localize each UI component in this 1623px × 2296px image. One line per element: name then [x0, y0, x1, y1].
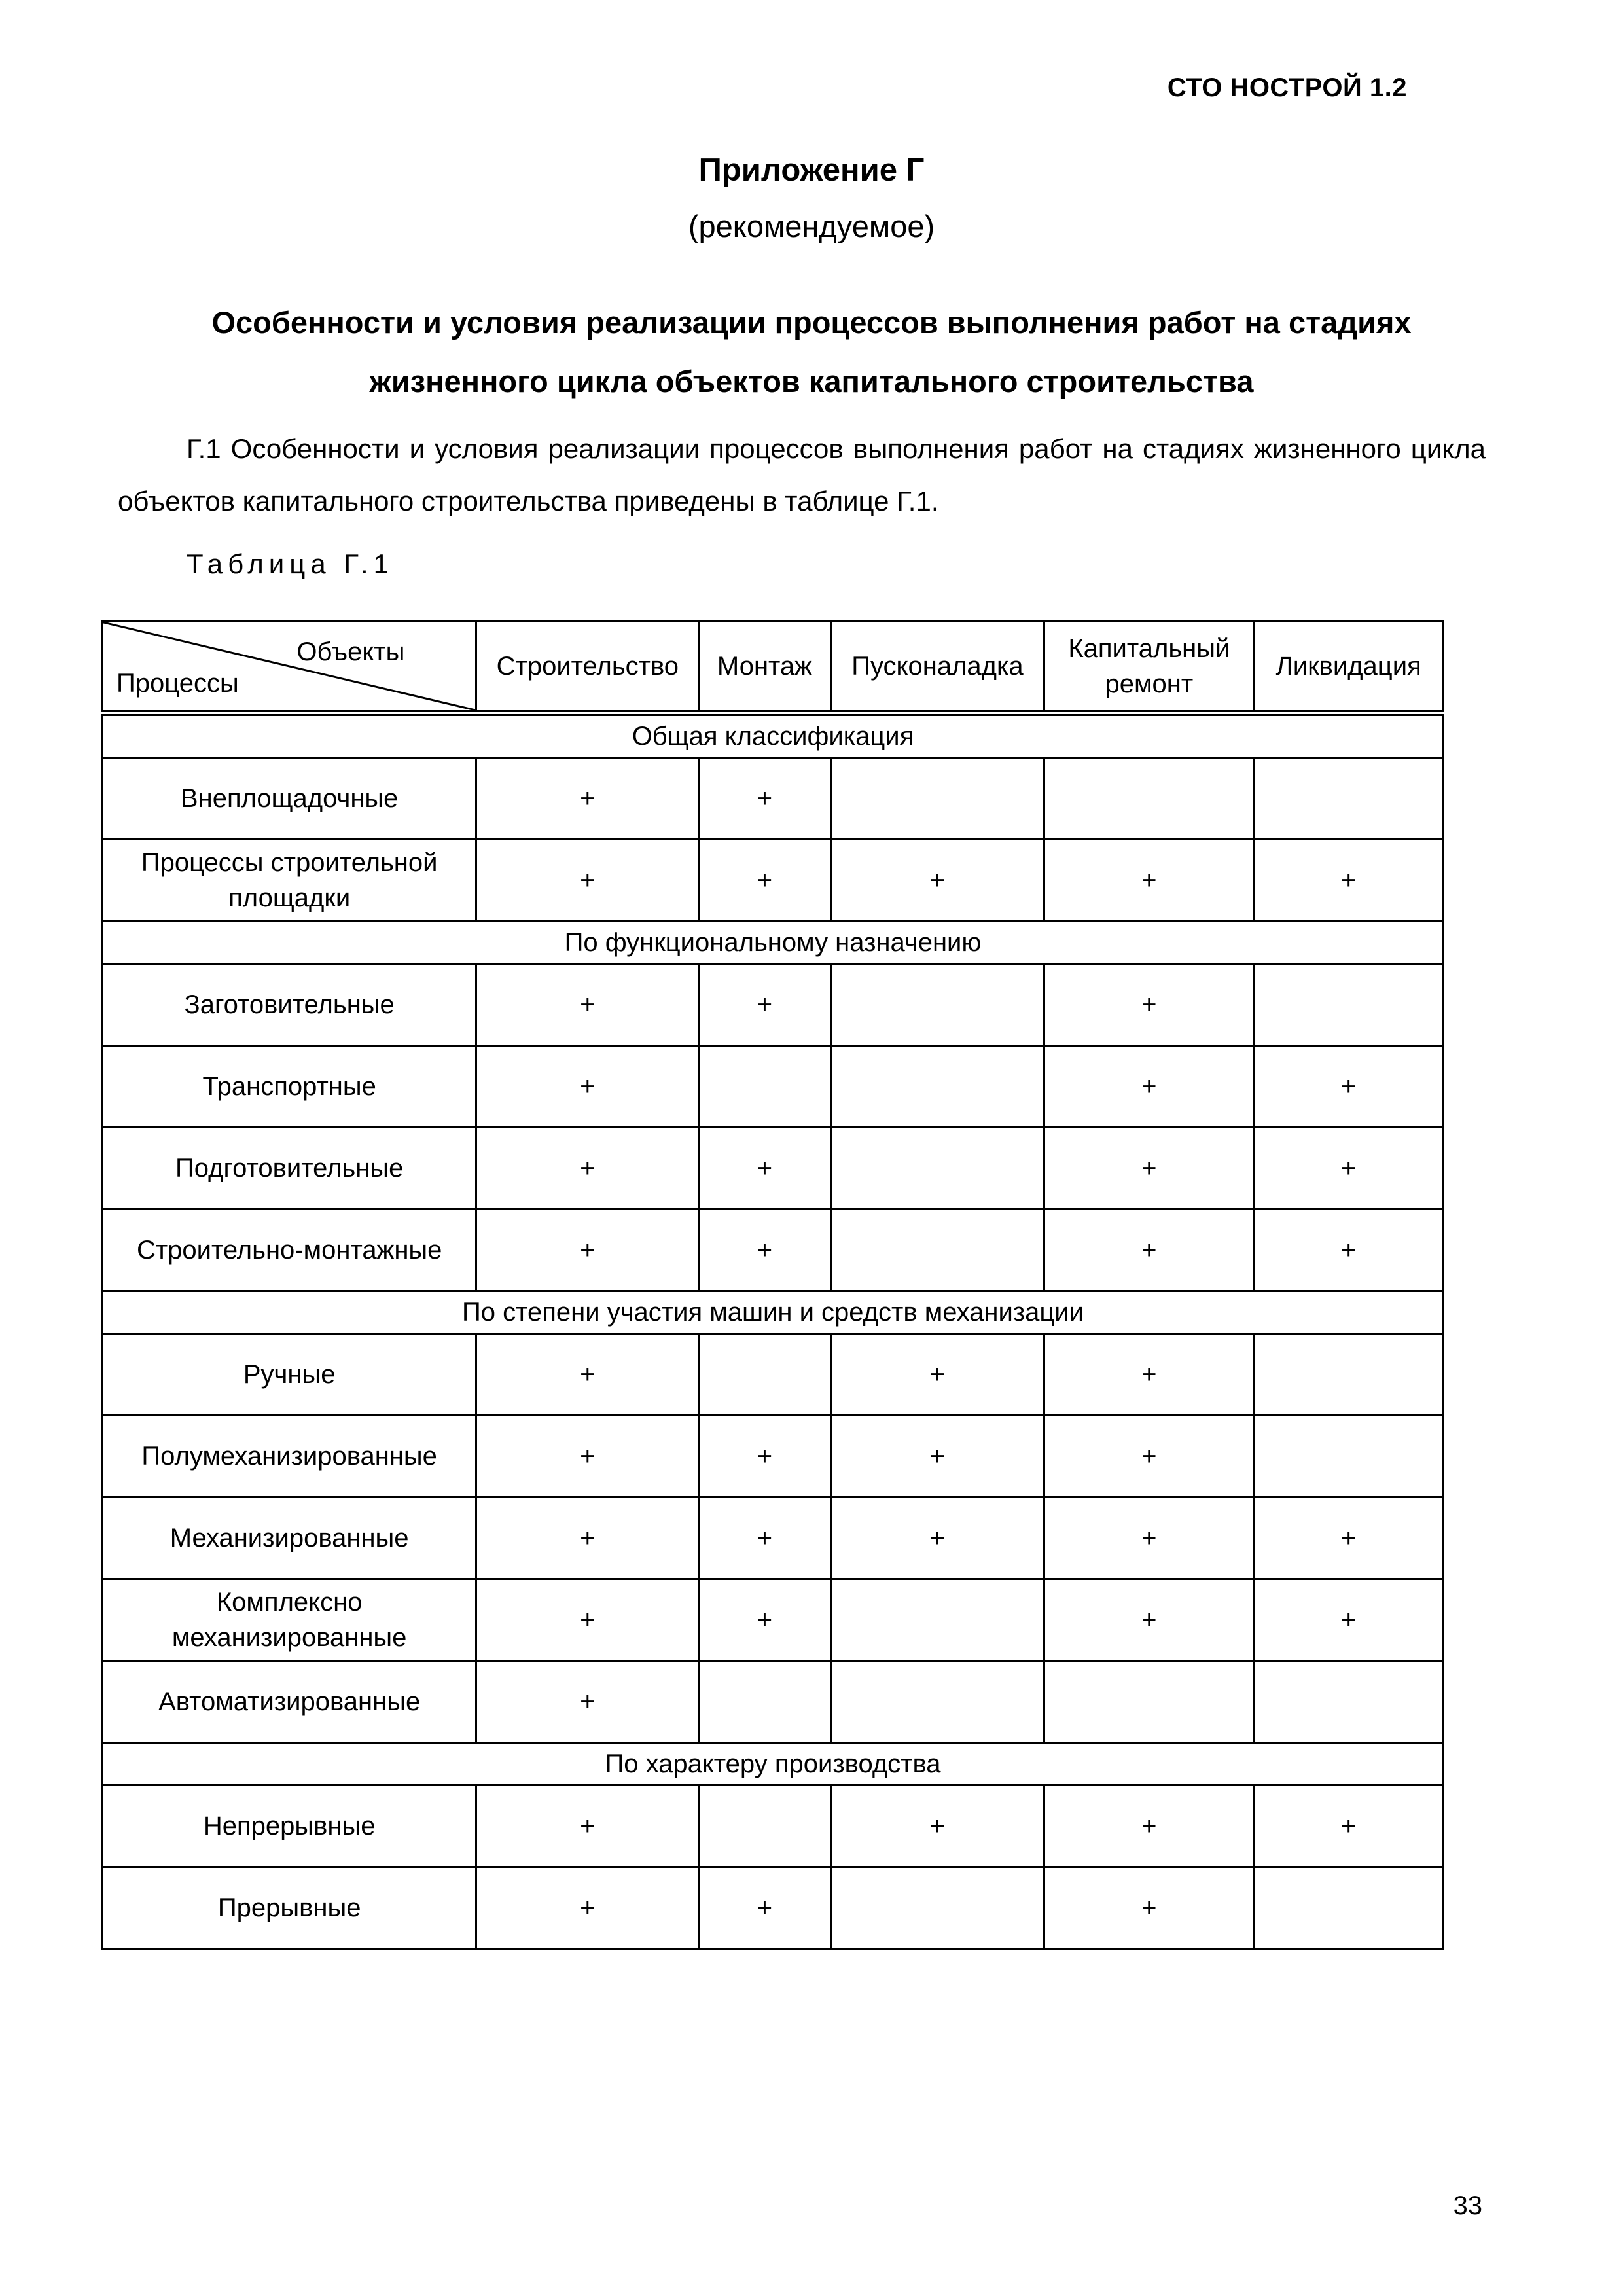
table-cell: +	[476, 1334, 699, 1416]
column-header: Пусконаладка	[830, 622, 1044, 713]
table-cell: +	[476, 840, 699, 922]
table-cell	[830, 1661, 1044, 1743]
table-cell: +	[476, 1785, 699, 1867]
intro-paragraph	[118, 423, 1486, 528]
intro-paragraph-text: Г.1 Особенности и условия реализации процессов выполнения работ на стадиях жизненного цикла объектов капитального строительства приведены в таблице Г.1.	[118, 433, 1486, 516]
table-cell	[699, 1785, 830, 1867]
table-cell: +	[1044, 964, 1254, 1046]
row-label: Подготовительные	[103, 1128, 476, 1210]
row-label: Внеплощадочные	[103, 758, 476, 840]
appendix-subtitle: (рекомендуемое)	[688, 209, 935, 243]
table-cell: +	[1254, 1046, 1444, 1128]
table-cell: +	[1044, 1579, 1254, 1661]
table-cell: +	[1044, 1334, 1254, 1416]
group-row	[103, 1743, 1444, 1785]
group-title: Общая классификация	[103, 713, 1444, 758]
corner-processes-label: Процессы	[116, 669, 239, 698]
table-cell	[1254, 964, 1444, 1046]
table-cell	[1254, 1661, 1444, 1743]
table-cell: +	[699, 964, 830, 1046]
table-cell: +	[476, 1867, 699, 1949]
table-cell	[830, 758, 1044, 840]
table-cell: +	[699, 1579, 830, 1661]
row-label: Комплексно механизированные	[103, 1579, 476, 1661]
section-title-line-2: жизненного цикла объектов капитального строительства	[369, 364, 1254, 399]
table-cell: +	[1044, 1416, 1254, 1498]
appendix-title: Приложение Г	[698, 152, 925, 188]
table-cell: +	[830, 840, 1044, 922]
table-cell: +	[1254, 840, 1444, 922]
table-cell: +	[476, 1210, 699, 1291]
section-title	[118, 293, 1505, 411]
table-cell: +	[1044, 1785, 1254, 1867]
table-cell	[699, 1661, 830, 1743]
table-cell: +	[476, 1661, 699, 1743]
table-cell	[830, 964, 1044, 1046]
table-cell: +	[699, 1498, 830, 1579]
table-cell: +	[830, 1498, 1044, 1579]
group-title: По функциональному назначению	[103, 922, 1444, 964]
table-row	[103, 1334, 1444, 1416]
table-row	[103, 1867, 1444, 1949]
group-title: По характеру производства	[103, 1743, 1444, 1785]
table-cell: +	[699, 758, 830, 840]
table-cell: +	[830, 1785, 1044, 1867]
group-row	[103, 1291, 1444, 1334]
table-cell: +	[476, 1046, 699, 1128]
column-header: Капитальный ремонт	[1044, 622, 1254, 713]
page-number: 33	[1453, 2191, 1482, 2220]
standard-header: СТО НОСТРОЙ 1.2	[1167, 73, 1407, 102]
table-row	[103, 1046, 1444, 1128]
table-cell	[1044, 758, 1254, 840]
column-header: Ликвидация	[1254, 622, 1444, 713]
row-label: Строительно-монтажные	[103, 1210, 476, 1291]
table-cell	[830, 1579, 1044, 1661]
row-label: Непрерывные	[103, 1785, 476, 1867]
table-cell	[830, 1128, 1044, 1210]
table-cell	[830, 1210, 1044, 1291]
group-title: По степени участия машин и средств механизации	[103, 1291, 1444, 1334]
table-cell	[699, 1334, 830, 1416]
table-cell: +	[476, 964, 699, 1046]
table-cell: +	[699, 840, 830, 922]
table-cell: +	[476, 758, 699, 840]
table-cell	[1044, 1661, 1254, 1743]
table-cell: +	[1044, 1498, 1254, 1579]
table-row	[103, 1416, 1444, 1498]
row-label: Транспортные	[103, 1046, 476, 1128]
table-cell: +	[1254, 1498, 1444, 1579]
table-cell: +	[1044, 840, 1254, 922]
column-header: Монтаж	[699, 622, 830, 713]
row-label: Автоматизированные	[103, 1661, 476, 1743]
table-cell: +	[1044, 1210, 1254, 1291]
table-cell: +	[1254, 1785, 1444, 1867]
table-cell: +	[1044, 1867, 1254, 1949]
section-title-line-1: Особенности и условия реализации процессов выполнения работ на стадиях	[211, 305, 1412, 340]
row-label: Полумеханизированные	[103, 1416, 476, 1498]
table-cell: +	[1044, 1128, 1254, 1210]
table-row	[103, 1498, 1444, 1579]
table-caption: Таблица Г.1	[187, 548, 394, 579]
table-cell	[699, 1046, 830, 1128]
table-cell: +	[699, 1128, 830, 1210]
table-cell: +	[699, 1867, 830, 1949]
table-cell: +	[476, 1498, 699, 1579]
table-cell: +	[1254, 1210, 1444, 1291]
table-cell: +	[1254, 1128, 1444, 1210]
table-cell	[830, 1046, 1044, 1128]
column-header: Строительство	[476, 622, 699, 713]
table-cell: +	[1044, 1046, 1254, 1128]
table-cell	[1254, 1867, 1444, 1949]
table-cell: +	[476, 1579, 699, 1661]
table-cell: +	[476, 1416, 699, 1498]
row-label: Заготовительные	[103, 964, 476, 1046]
table-row	[103, 1661, 1444, 1743]
row-label: Прерывные	[103, 1867, 476, 1949]
group-row	[103, 713, 1444, 758]
table-row	[103, 1785, 1444, 1867]
corner-header-cell	[103, 622, 476, 713]
table-row	[103, 1579, 1444, 1661]
table-cell: +	[830, 1416, 1044, 1498]
table-cell: +	[699, 1210, 830, 1291]
row-label: Процессы строительной площадки	[103, 840, 476, 922]
table-row	[103, 758, 1444, 840]
table-cell: +	[476, 1128, 699, 1210]
row-label: Ручные	[103, 1334, 476, 1416]
row-label: Механизированные	[103, 1498, 476, 1579]
table-body	[103, 713, 1444, 1949]
processes-table	[101, 620, 1444, 1950]
table-row	[103, 1210, 1444, 1291]
table-cell	[1254, 1334, 1444, 1416]
table-row	[103, 964, 1444, 1046]
table-cell	[1254, 1416, 1444, 1498]
table-header-row	[103, 622, 1444, 713]
table-row	[103, 840, 1444, 922]
table-cell: +	[830, 1334, 1044, 1416]
table-cell	[1254, 758, 1444, 840]
group-row	[103, 922, 1444, 964]
table-cell: +	[1254, 1579, 1444, 1661]
corner-objects-label: Объекты	[296, 637, 405, 666]
table-cell: +	[699, 1416, 830, 1498]
table-row	[103, 1128, 1444, 1210]
table-cell	[830, 1867, 1044, 1949]
